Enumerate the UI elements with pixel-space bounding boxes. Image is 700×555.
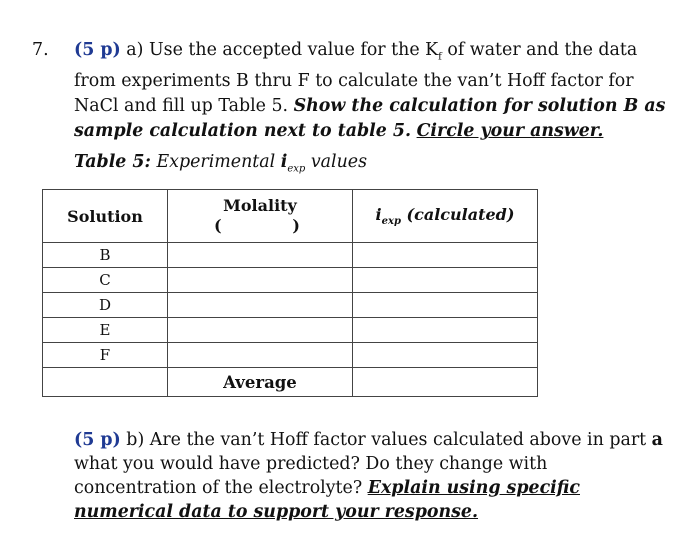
average-value-cell[interactable]	[353, 368, 538, 397]
table-row	[43, 243, 538, 268]
table-row	[43, 318, 538, 343]
part-a-points: (5 p)	[74, 40, 121, 60]
part-b-points: (5 p)	[74, 430, 121, 450]
table-row	[43, 293, 538, 318]
part-a-text	[74, 38, 672, 144]
header-solution: Solution	[43, 190, 168, 243]
average-row	[43, 368, 538, 397]
table-caption-i: i	[280, 152, 288, 172]
question-number: 7.	[32, 40, 49, 60]
solution-cell: F	[43, 343, 168, 368]
solution-cell: D	[43, 293, 168, 318]
part-b-text	[74, 428, 674, 524]
iexp-cell[interactable]	[353, 268, 538, 293]
iexp-i: i	[375, 204, 382, 224]
molality-close-paren: )	[292, 216, 300, 235]
kf-subscript: f	[438, 51, 442, 63]
part-b-text-1: b) Are the van’t Hoff factor values calculated above in part	[120, 430, 652, 450]
average-empty-cell	[43, 368, 168, 397]
solution-cell: B	[43, 243, 168, 268]
molality-cell[interactable]	[168, 268, 353, 293]
iexp-cell[interactable]	[353, 243, 538, 268]
header-molality-units	[168, 216, 352, 236]
table-caption-label: Table 5:	[74, 152, 151, 172]
part-a-instruction: Show the calculation for solution B as sample calculation next to table 5.	[74, 96, 666, 142]
part-b-text-2: what you would have predicted? Do they change with concentration of the electrolyte?	[74, 454, 548, 498]
header-molality-label: Molality	[223, 196, 297, 215]
header-molality	[168, 190, 353, 243]
iexp-rest: (calculated)	[400, 204, 515, 224]
circle-answer: Circle your answer.	[416, 121, 604, 142]
table-caption-text-2: values	[305, 152, 367, 172]
part-b-explain: Explain using specific numerical data to support your response.	[74, 478, 580, 522]
molality-cell[interactable]	[168, 293, 353, 318]
part-a-text-2: of water and the data from experiments B thru F to calculate the van’t Hoff factor for NaCl and fill up Table 5.	[74, 40, 638, 117]
iexp-cell[interactable]	[353, 318, 538, 343]
iexp-cell[interactable]	[353, 343, 538, 368]
part-b-bold-a: a	[651, 430, 663, 450]
iexp-cell[interactable]	[353, 293, 538, 318]
question-7	[32, 38, 672, 144]
solution-cell: C	[43, 268, 168, 293]
part-a-text-1: a) Use the accepted value for the K	[120, 40, 439, 60]
header-iexp	[353, 190, 538, 243]
molality-open-paren: (	[214, 216, 222, 235]
molality-cell[interactable]	[168, 343, 353, 368]
table-5	[42, 189, 538, 397]
iexp-sub: exp	[381, 216, 401, 228]
solution-cell: E	[43, 318, 168, 343]
table-row	[43, 343, 538, 368]
table-caption	[74, 152, 367, 174]
molality-cell[interactable]	[168, 318, 353, 343]
table-caption-sub: exp	[287, 163, 306, 175]
table-caption-text-1: Experimental	[150, 152, 281, 172]
average-label: Average	[168, 368, 353, 397]
table-row	[43, 268, 538, 293]
molality-cell[interactable]	[168, 243, 353, 268]
